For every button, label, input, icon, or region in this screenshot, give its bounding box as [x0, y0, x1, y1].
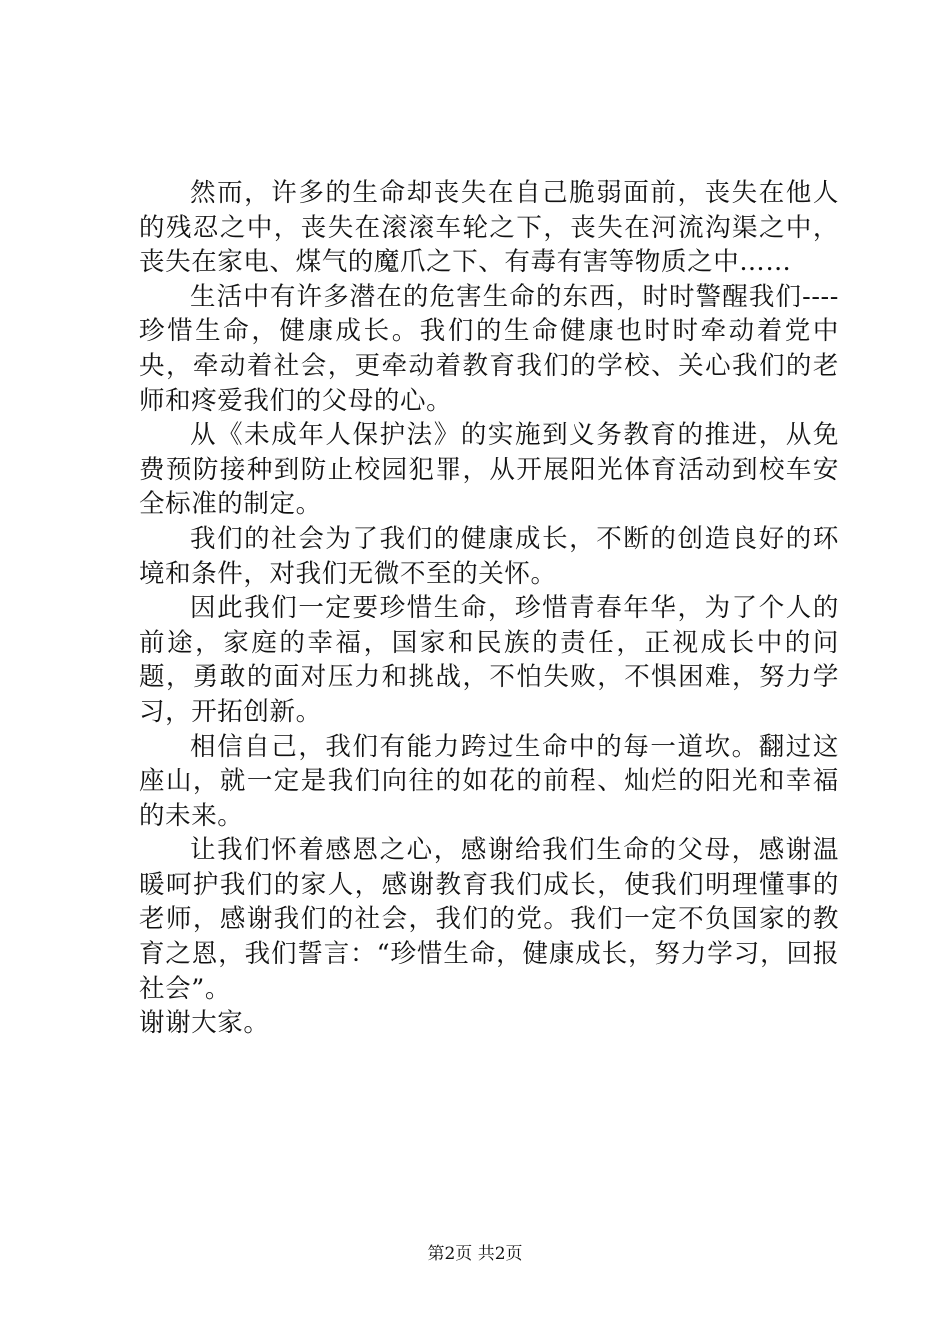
closing-line: 谢谢大家。 — [139, 1008, 270, 1039]
paragraph: 因此我们一定要珍惜生命，珍惜青春年华，为了个人的前途，家庭的幸福，国家和民族的责任，正视成长中的问题，勇敢的面对压力和挑战，不怕失败，不惧困难，努力学习，开拓创新。 — [139, 593, 839, 727]
paragraph: 让我们怀着感恩之心，感谢给我们生命的父母，感谢温暖呵护我们的家人，感谢教育我们成长，使我们明理懂事的老师，感谢我们的社会，我们的党。我们一定不负国家的教育之恩，我们誓言：“珍惜生命，健康成长，努力学习，回报社会”。 — [139, 835, 839, 1004]
paragraph: 然而，许多的生命却丧失在自己脆弱面前，丧失在他人的残忍之中，丧失在滚滚车轮之下，丧失在河流沟渠之中，丧失在家电、煤气的魔爪之下、有毒有害等物质之中…… — [139, 178, 839, 278]
paragraph: 我们的社会为了我们的健康成长，不断的创造良好的环境和条件，对我们无微不至的关怀。 — [139, 523, 839, 589]
paragraph: 生活中有许多潜在的危害生命的东西，时时警醒我们----珍惜生命，健康成长。我们的生命健康也时时牵动着党中央，牵动着社会，更牵动着教育我们的学校、关心我们的老师和疼爱我们的父母的心。 — [139, 281, 839, 416]
document-body — [139, 176, 839, 1041]
paragraph: 从《未成年人保护法》的实施到义务教育的推进，从免费预防接种到防止校园犯罪，从开展阳光体育活动到校车安全标准的制定。 — [139, 420, 839, 520]
paragraph: 相信自己，我们有能力跨过生命中的每一道坎。翻过这座山，就一定是我们向往的如花的前程、灿烂的阳光和幸福的未来。 — [139, 731, 839, 831]
page-number-footer: 第2页 共2页 — [427, 1244, 523, 1264]
